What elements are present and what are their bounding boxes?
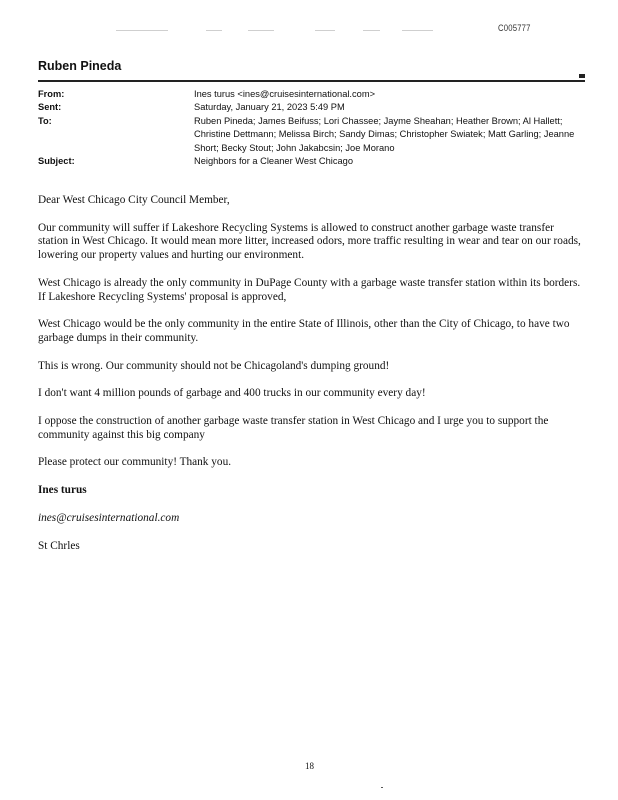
body-paragraph: Our community will suffer if Lakeshore Recycling Systems is allowed to construct another garbage waste transfer station in West Chicago. It would mean more litter, increased odors, more traffic resulting in wear and tear on our roads, lowering our property values and hurting our environment.: [38, 221, 581, 262]
from-label: From:: [38, 89, 65, 99]
subject-label: Subject:: [38, 156, 75, 167]
body-paragraph: This is wrong. Our community should not be Chicagoland's dumping ground!: [38, 359, 390, 372]
to-label: To:: [38, 115, 52, 126]
body-paragraph: I don't want 4 million pounds of garbage and 400 trucks in our community every day!: [38, 387, 426, 400]
document-id: C005777: [498, 23, 531, 33]
email-body: [38, 194, 586, 567]
faint-header-mark: [315, 30, 335, 31]
salutation: Dear West Chicago City Council Member,: [38, 194, 230, 206]
faint-header-mark: [206, 30, 222, 31]
sent-label: Sent:: [38, 102, 62, 113]
scan-header: [0, 22, 618, 40]
sender-name: Ruben Pineda: [38, 59, 122, 73]
body-paragraph: I oppose the construction of another garbage waste transfer station in West Chicago and I urge you to support the community against this big company: [38, 415, 549, 441]
sent-row: [38, 101, 594, 114]
scan-speck: [381, 787, 383, 788]
body-paragraph: West Chicago would be the only community in the entire State of Illinois, other than the City of Chicago, to have two garbage dumps in their community.: [38, 318, 570, 344]
faint-header-mark: [363, 30, 380, 31]
email-meta: [38, 88, 594, 168]
header-rule: [38, 80, 585, 82]
to-row: [38, 115, 594, 155]
subject-row: [38, 155, 594, 168]
signature-location: St Chrles: [38, 539, 80, 552]
signature-email: ines@cruisesinternational.com: [38, 511, 180, 524]
body-paragraph: West Chicago is already the only community in DuPage County with a garbage waste transfer station within its borders. If Lakeshore Recycling Systems' proposal is approved,: [38, 276, 581, 303]
faint-header-mark: [116, 30, 168, 31]
subject-value: Neighbors for a Cleaner West Chicago: [194, 156, 353, 167]
sent-value: Saturday, January 21, 2023 5:49 PM: [194, 102, 345, 113]
faint-header-mark: [248, 30, 274, 31]
page-number: 18: [305, 761, 314, 771]
to-value: Ruben Pineda; James Beifuss; Lori Chassee; Jayme Sheahan; Heather Brown; Al Hallett; Christine Dettmann; Melissa Birch; Sandy Dimas; Christopher Swiatek; Matt Garling; Jeanne Short; Becky Stout; John Jakabcsin; Joe Morano: [194, 115, 575, 153]
faint-header-mark: [402, 30, 433, 31]
body-paragraph: Please protect our community! Thank you.: [38, 456, 232, 469]
from-row: [38, 88, 594, 101]
from-value: Ines turus <ines@cruisesinternational.com>: [194, 89, 376, 99]
corner-mark: [579, 74, 585, 78]
signature-name: Ines turus: [38, 484, 87, 497]
